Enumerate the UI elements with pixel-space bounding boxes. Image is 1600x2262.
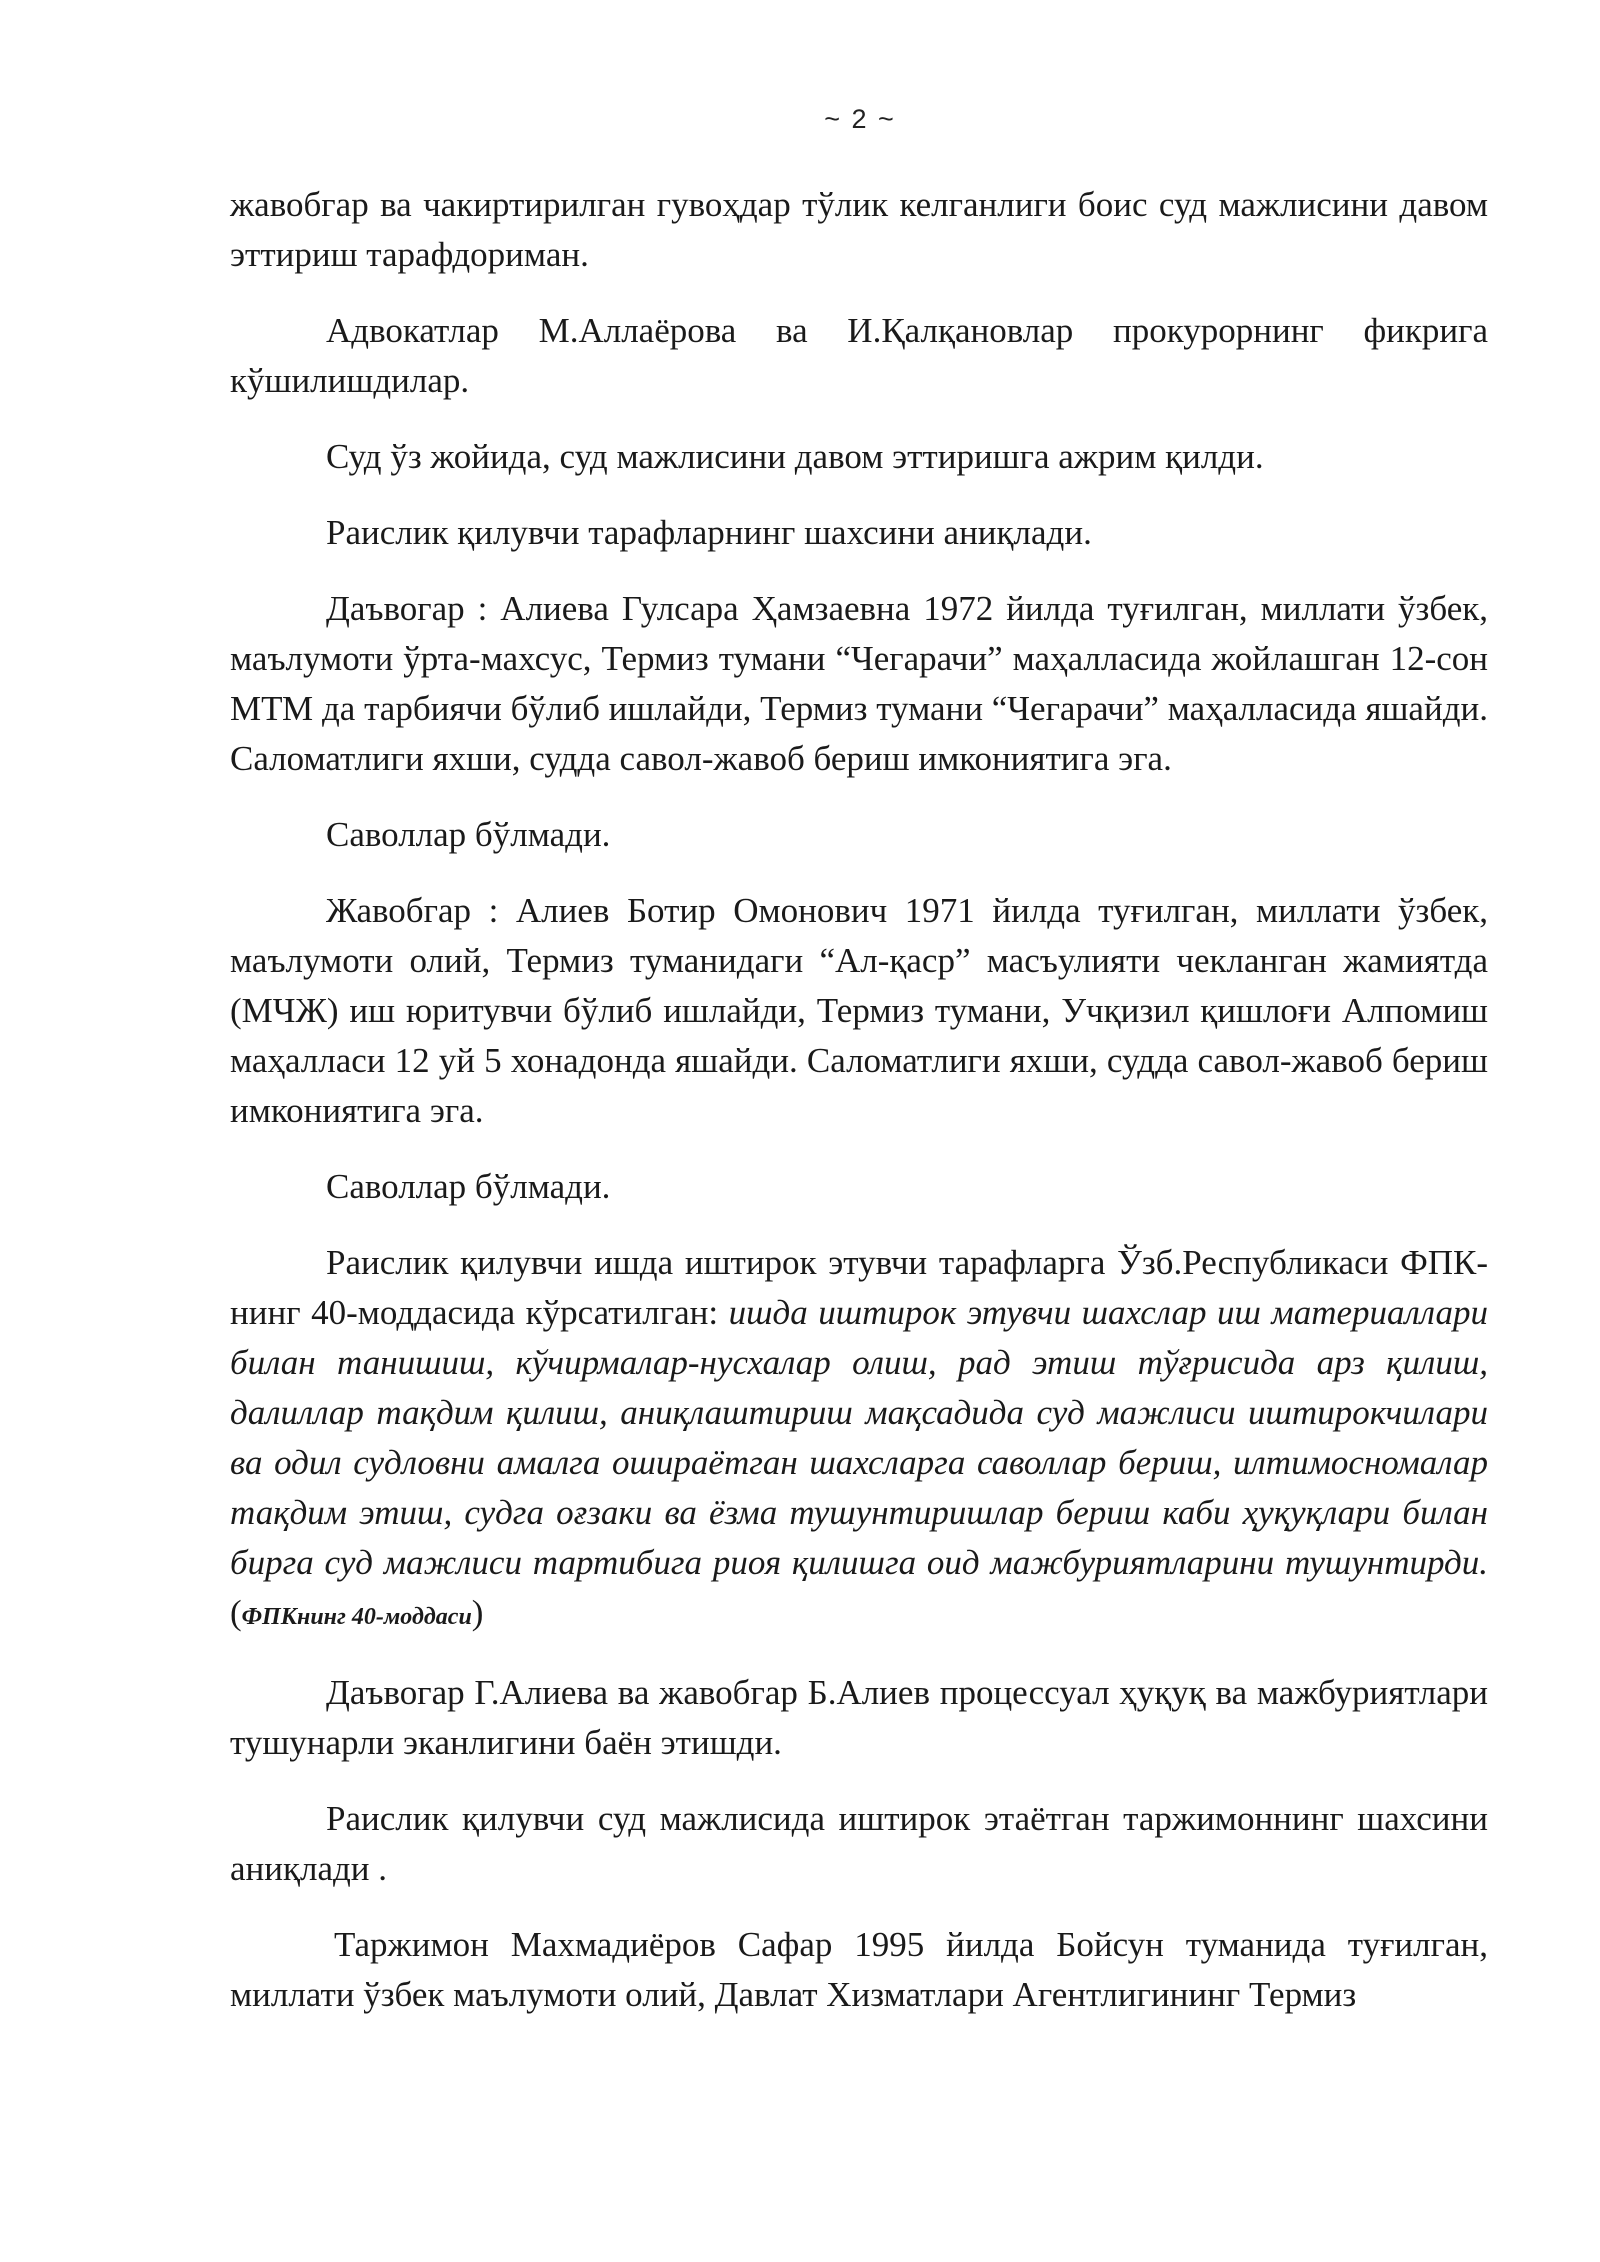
paragraph-defendant: Жавобгар : Алиев Ботир Омонович 1971 йилда туғилган, миллати ўзбек, маълумоти олий, Термиз туманидаги “Ал-қаср” масъулияти чекланган жамиятда (МЧЖ) иш юритувчи бўлиб ишлайди, Термиз тумани, Учқизил қишлоғи Алпомиш маҳалласи 12 уй 5 хонадонда яшайди. Саломатлиги яхши, судда савол-жавоб бериш имкониятига эга. [230,891,1488,1130]
paragraph-court-ruling: Суд ўз жойида, суд мажлисини давом эттиришга ажрим қилди. [326,437,1264,476]
rights-italic-text: ишда иштирок этувчи шахслар иш материаллари билан танишиш, кўчирмалар-нусхалар олиш, рад этиш тўғрисида арз қилиш, далиллар тақдим қилиш, аниқлаштириш мақсадида суд мажлиси иштирокчилари ва одил судловни амалга ошираётган шахсларга саволлар бериш, илтимосномалар тақдим этиш, судга оғзаки ва ёзма тушунтиришлар бериш каби ҳуқуқлари билан бирга суд мажлиси тартибига риоя қилишга оид мажбуриятларини тушунтирди. [230,1293,1489,1582]
paragraph-plaintiff: Даъвогар : Алиева Гулсара Ҳамзаевна 1972 йилда туғилган, миллати ўзбек, маълумоти ўрта-махсус, Термиз тумани “Чегарачи” маҳалласида жойлашган 12-сон МТМ да тарбиячи бўлиб ишлайди, Термиз тумани “Чегарачи” маҳалласида яшайди. Саломатлиги яхши, судда савол-жавоб бериш имкониятига эга. [230,589,1488,778]
paragraph-translator: Таржимон Махмадиёров Сафар 1995 йилда Бойсун туманида туғилган, миллати ўзбек маълумоти олий, Давлат Хизматлари Агентлигининг Термиз [230,1925,1488,2014]
paragraph-advocates: Адвокатлар М.Аллаёрова ва И.Қалқановлар прокурорнинг фикрига кўшилишдилар. [230,311,1488,400]
rights-ref-close: ) [471,1593,484,1632]
paragraph-translator-identity: Раислик қилувчи суд мажлисида иштирок этаётган таржимоннинг шахсини аниқлади . [230,1799,1488,1888]
paragraph-prosecutor-opinion: жавобгар ва чакиртирилган гувоҳдар тўлик келганлиги боис суд мажлисини давом эттириш тарафдориман. [230,185,1488,274]
page-number: ~ 2 ~ [824,104,896,134]
paragraph-rights-explanation [230,1238,1488,1642]
paragraph-no-questions-2: Саволлар бўлмади. [326,1167,611,1206]
rights-ref-open: ( [230,1593,242,1632]
paragraph-identity-check: Раислик қилувчи тарафларнинг шахсини аниқлади. [326,513,1092,552]
rights-lead-text: Раислик қилувчи ишда иштирок этувчи тарафларга Ўзб.Республикаси ФПК-нинг 40-моддасида кўрсатилган: [230,1243,1488,1332]
paragraph-parties-understood: Даъвогар Г.Алиева ва жавобгар Б.Алиев процессуал ҳуқуқ ва мажбуриятлари тушунарли эканлигини баён этишди. [230,1673,1488,1762]
paragraph-no-questions-1: Саволлар бўлмади. [326,815,611,854]
document-body [230,180,1488,2046]
rights-article-reference: ФПКнинг 40-моддаси [241,1604,472,1630]
